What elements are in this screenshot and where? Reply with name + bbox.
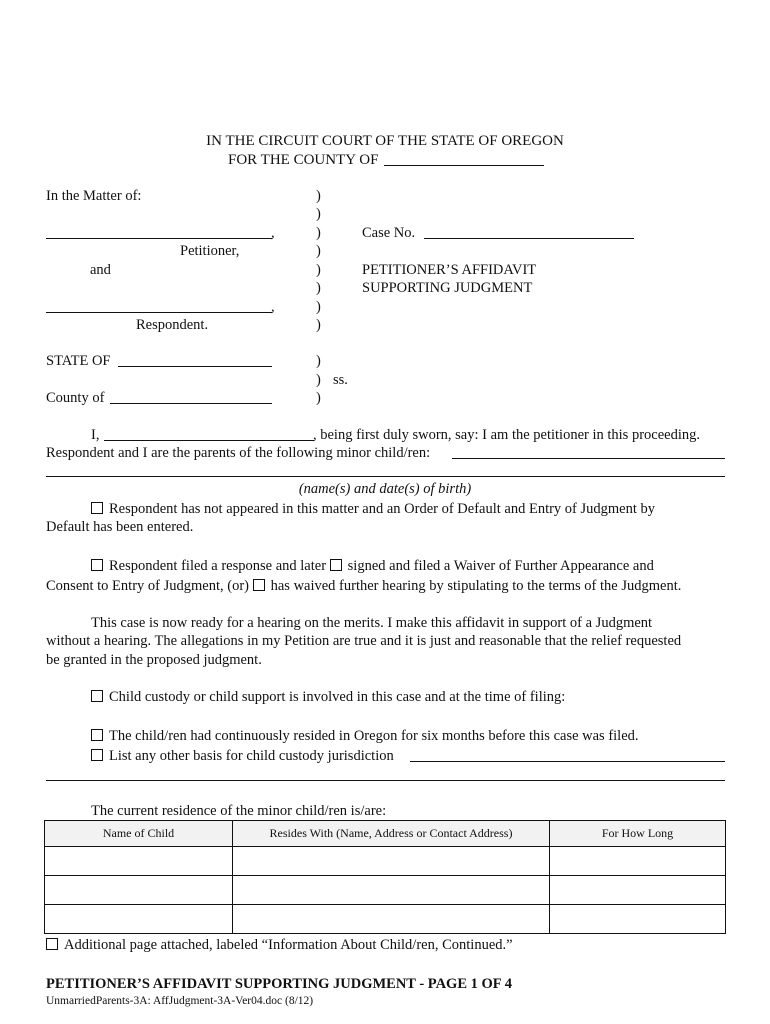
other-basis-checkbox[interactable] — [91, 749, 103, 761]
ready-paragraph-line2: without a hearing. The allegations in my Petition are true and it is just and reasonable that the relief requested — [46, 633, 682, 649]
venue-paren: ) — [316, 353, 321, 369]
other-basis-option — [91, 747, 394, 765]
sworn-statement: , being first duly sworn, say: I am the petitioner in this proceeding. — [313, 427, 700, 443]
default-option — [91, 500, 655, 518]
child-name-cell[interactable] — [45, 905, 233, 934]
respondent-label: Respondent. — [136, 317, 209, 333]
ready-paragraph-line3: be granted in the proposed judgment. — [46, 652, 262, 668]
response-option-text-b: signed and filed a Waiver of Further Appearance and — [347, 558, 654, 574]
additional-page-text: Additional page attached, labeled “Information About Child/ren, Continued.” — [64, 937, 513, 953]
county-of-label: County of — [46, 390, 105, 406]
sworn-i: I, — [91, 427, 100, 443]
case-no-label: Case No. — [362, 225, 416, 241]
venue-paren: ) — [316, 372, 321, 388]
waiver-checkbox[interactable] — [330, 559, 342, 571]
caption-paren: ) — [316, 262, 321, 278]
table-row — [45, 905, 726, 934]
residence-intro: The current residence of the minor child/ren is/are: — [91, 803, 387, 819]
oregon-residence-checkbox[interactable] — [91, 729, 103, 741]
response-checkbox[interactable] — [91, 559, 103, 571]
response-option-line2 — [46, 577, 681, 595]
residence-table — [44, 820, 726, 934]
resides-with-cell[interactable] — [233, 876, 550, 905]
state-of-label: STATE OF — [46, 353, 111, 369]
how-long-cell[interactable] — [550, 905, 726, 934]
and-label: and — [90, 262, 111, 278]
resides-with-cell[interactable] — [233, 847, 550, 876]
default-option-text: Respondent has not appeared in this matter and an Order of Default and Entry of Judgment by — [109, 501, 656, 517]
footer-title: PETITIONER’S AFFIDAVIT SUPPORTING JUDGMENT - PAGE 1 OF 4 — [46, 976, 512, 992]
county-name-field[interactable] — [384, 165, 544, 166]
how-long-cell[interactable] — [550, 876, 726, 905]
child-name-cell[interactable] — [45, 876, 233, 905]
venue-paren: ) — [316, 390, 321, 406]
custody-option-text: Child custody or child support is involved in this case and at the time of filing: — [109, 689, 566, 705]
stipulation-checkbox[interactable] — [253, 579, 265, 591]
other-basis-field-line2[interactable] — [46, 780, 725, 781]
column-header-name: Name of Child — [45, 821, 233, 847]
children-field-line1[interactable] — [452, 458, 725, 459]
county-field[interactable] — [110, 403, 272, 404]
names-dates-caption: (name(s) and date(s) of birth) — [298, 481, 472, 497]
court-heading: IN THE CIRCUIT COURT OF THE STATE OF OREGON — [206, 133, 564, 149]
parents-statement: Respondent and I are the parents of the following minor child/ren: — [46, 445, 431, 461]
additional-page-option — [46, 936, 513, 954]
caption-paren: ) — [316, 188, 321, 204]
document-title-line2: SUPPORTING JUDGMENT — [362, 280, 533, 296]
matter-of-label: In the Matter of: — [46, 188, 142, 204]
response-option-text-d: has waived further hearing by stipulating to the terms of the Judgment. — [270, 578, 682, 594]
response-option — [91, 557, 654, 575]
caption-paren: ) — [316, 280, 321, 296]
column-header-resides-with: Resides With (Name, Address or Contact Address) — [233, 821, 550, 847]
footer-doc-id: UnmarriedParents-3A: AffJudgment-3A-Ver04.doc (8/12) — [46, 995, 314, 1007]
residence-table-header — [45, 821, 726, 847]
custody-option — [91, 688, 565, 706]
oregon-residence-option — [91, 727, 639, 745]
custody-checkbox[interactable] — [91, 690, 103, 702]
state-field[interactable] — [118, 366, 272, 367]
caption-paren: ) — [316, 225, 321, 241]
other-basis-text: List any other basis for child custody jurisdiction — [109, 748, 394, 764]
table-row — [45, 847, 726, 876]
petitioner-comma: , — [271, 225, 275, 241]
petitioner-label: Petitioner, — [180, 243, 240, 259]
ready-paragraph-line1: This case is now ready for a hearing on the merits. I make this affidavit in support of a Judgment — [91, 615, 653, 631]
respondent-name-field[interactable] — [46, 312, 272, 313]
response-option-text-c: Consent to Entry of Judgment, (or) — [46, 578, 249, 594]
petitioner-name-field[interactable] — [46, 238, 272, 239]
oregon-residence-text: The child/ren had continuously resided in Oregon for six months before this case was filed. — [109, 728, 639, 744]
additional-page-checkbox[interactable] — [46, 938, 58, 950]
response-option-text-a: Respondent filed a response and later — [109, 558, 327, 574]
resides-with-cell[interactable] — [233, 905, 550, 934]
ss-label: ss. — [333, 372, 348, 388]
petitioner-sworn-name-field[interactable] — [104, 440, 314, 441]
table-row — [45, 876, 726, 905]
default-checkbox[interactable] — [91, 502, 103, 514]
how-long-cell[interactable] — [550, 847, 726, 876]
child-name-cell[interactable] — [45, 847, 233, 876]
children-field-line2[interactable] — [46, 476, 725, 477]
document-title-line1: PETITIONER’S AFFIDAVIT — [362, 262, 537, 278]
respondent-comma: , — [271, 299, 275, 315]
caption-paren: ) — [316, 317, 321, 333]
default-option-line2: Default has been entered. — [46, 519, 194, 535]
county-heading: FOR THE COUNTY OF — [228, 152, 379, 168]
other-basis-field[interactable] — [410, 761, 725, 762]
caption-paren: ) — [316, 299, 321, 315]
case-no-field[interactable] — [424, 238, 634, 239]
caption-paren: ) — [316, 243, 321, 259]
caption-paren: ) — [316, 206, 321, 222]
column-header-how-long: For How Long — [550, 821, 726, 847]
